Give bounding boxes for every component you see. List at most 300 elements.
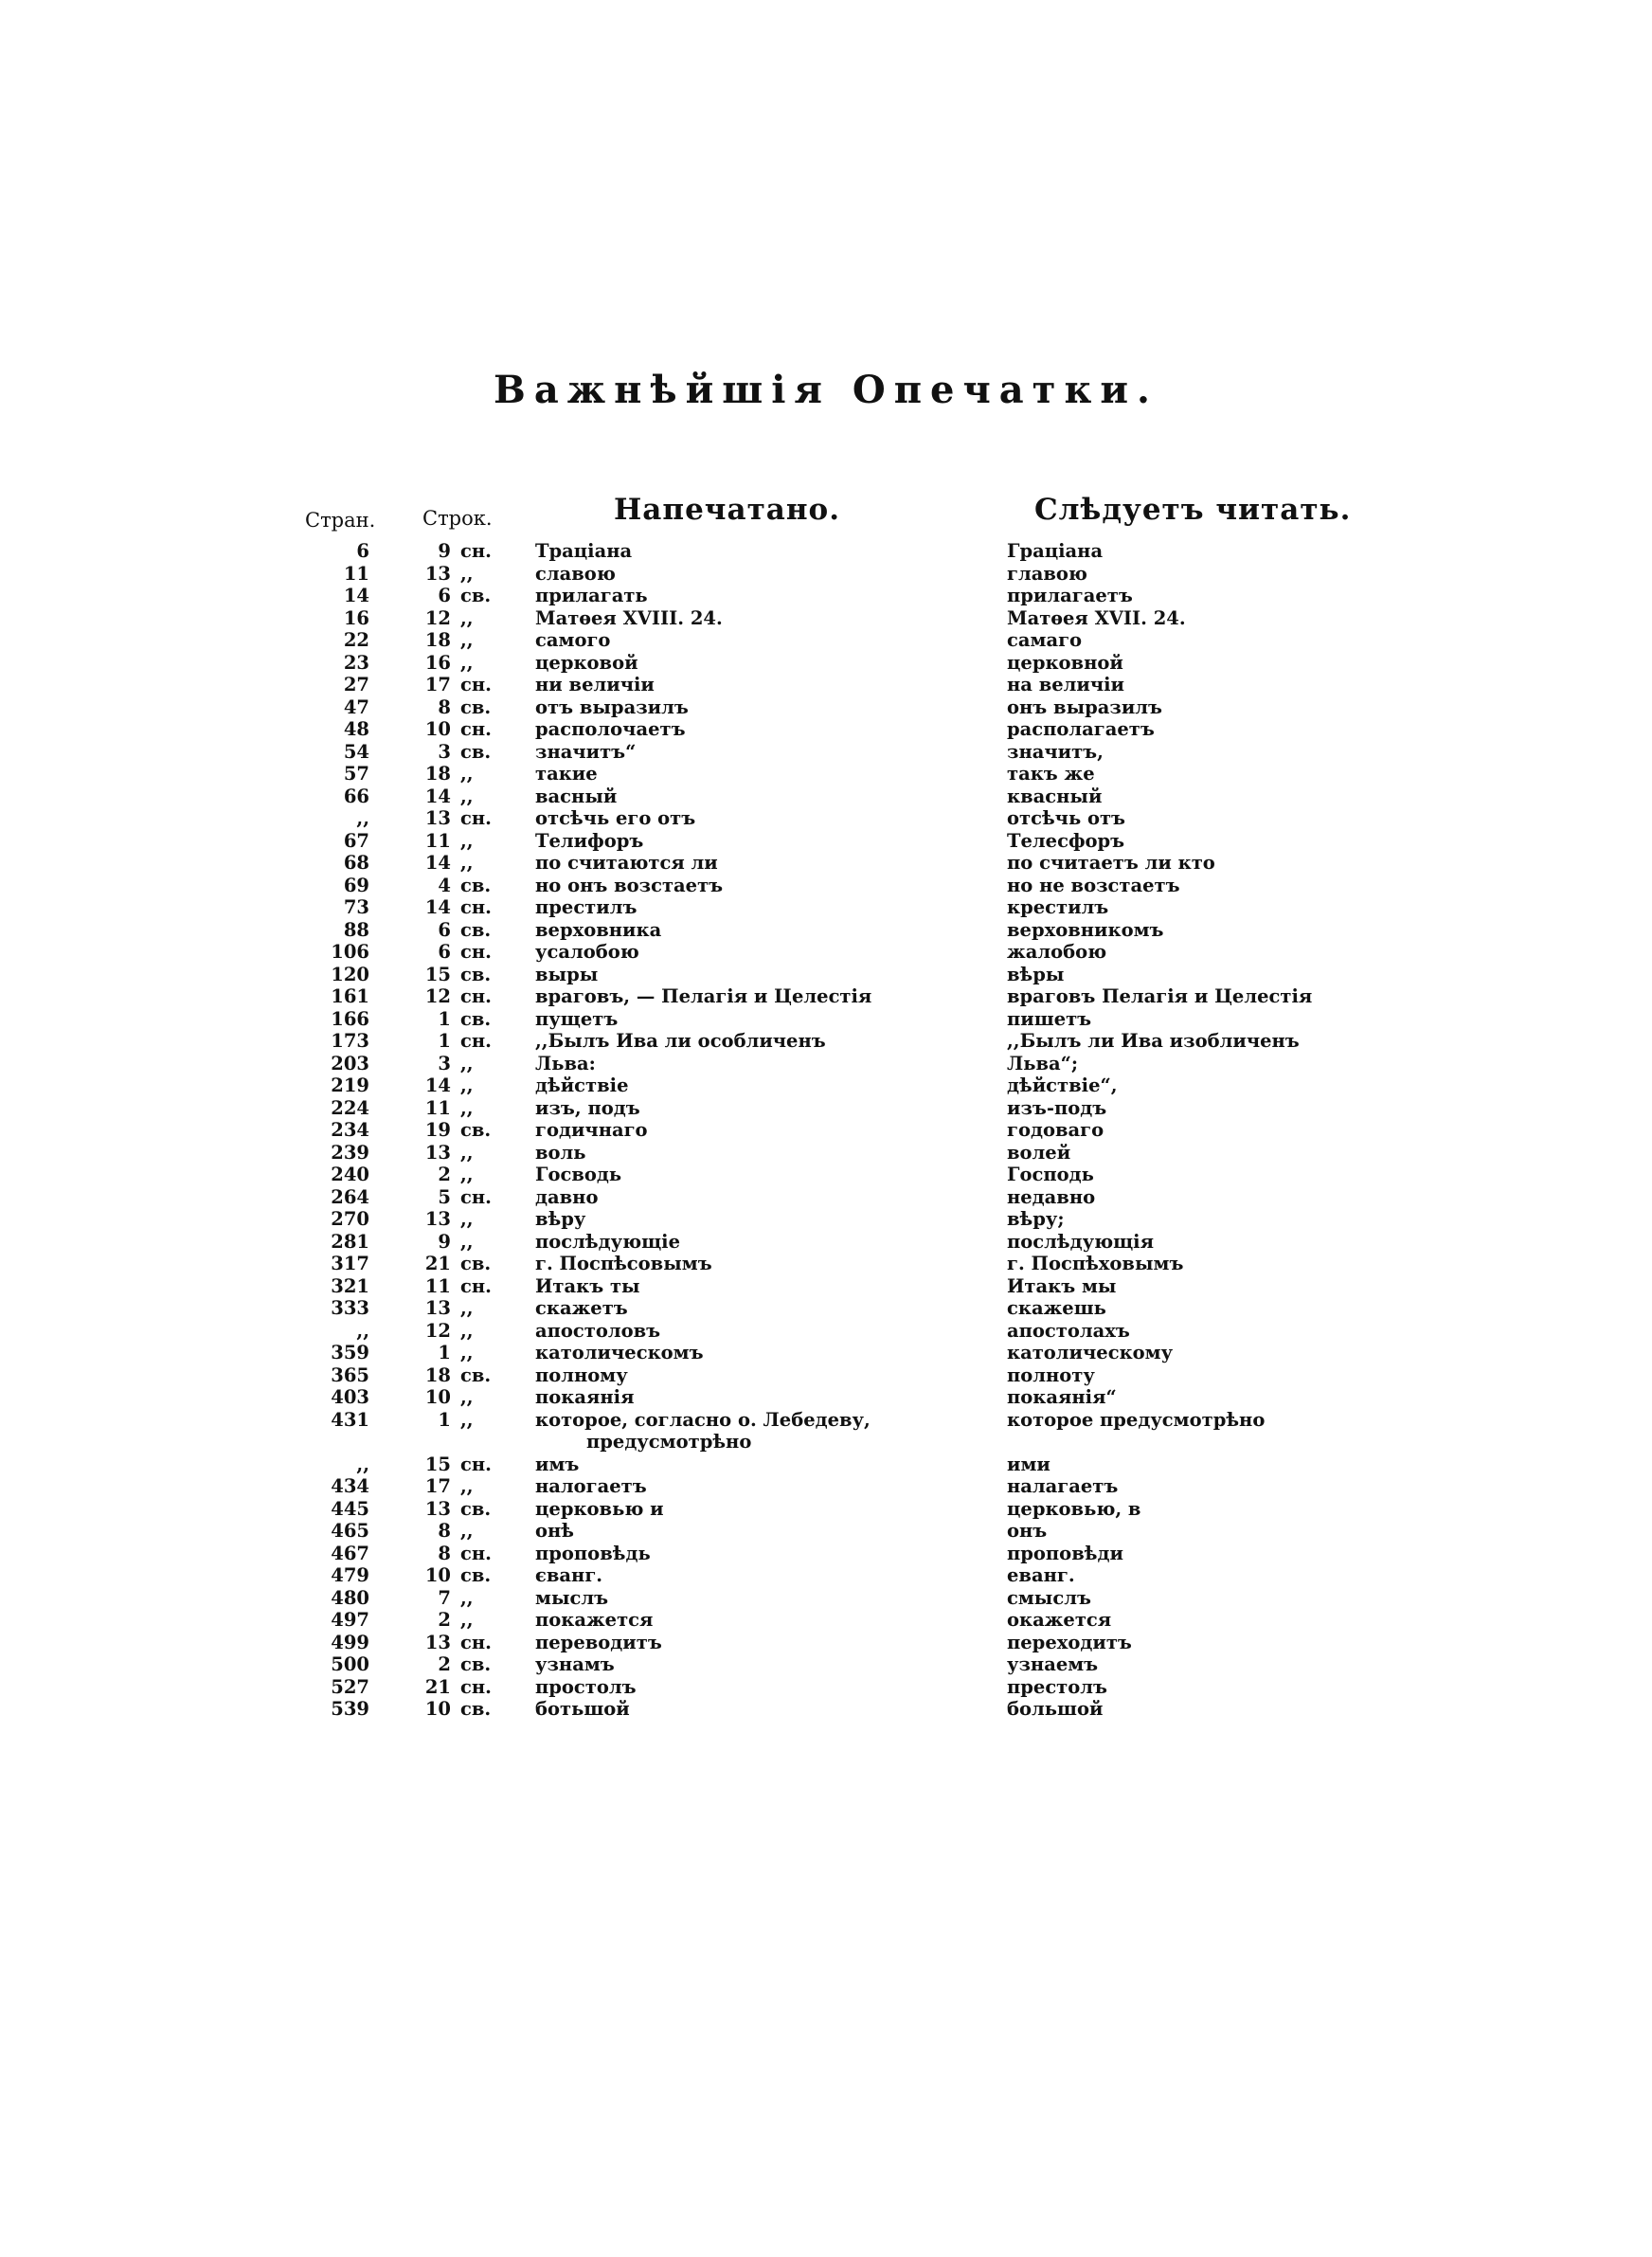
cell-line: 14: [424, 896, 451, 918]
cell-printed: [535, 1119, 990, 1142]
cell-line-direction: св.: [460, 695, 492, 718]
table-row: [0, 1475, 1652, 1498]
cell-should-read: окажется: [1007, 1609, 1112, 1631]
cell-should-read: вѣры: [1007, 963, 1065, 985]
cell-line-direction: ,,: [460, 629, 474, 651]
cell-line-direction: сн.: [460, 1542, 492, 1564]
cell-should-read: престолъ: [1007, 1675, 1107, 1698]
table-row: [0, 741, 1652, 764]
cell-page: 173: [331, 1030, 369, 1052]
cell-printed: [535, 652, 990, 675]
cell-printed: [535, 919, 990, 942]
table-row: [0, 1320, 1652, 1343]
cell-line: 6: [438, 918, 451, 941]
cell-page: 67: [343, 829, 369, 852]
table-row: [0, 985, 1652, 1008]
cell-page: 539: [331, 1698, 369, 1720]
cell-should-read: переходитъ: [1007, 1631, 1132, 1653]
table-row: [0, 1520, 1652, 1543]
cell-printed-text: значитъ“: [535, 740, 637, 763]
cell-printed-text: но онъ возстаетъ: [535, 874, 724, 896]
cell-line: 18: [424, 763, 451, 785]
cell-page: 120: [331, 963, 369, 985]
cell-printed: [535, 1498, 990, 1521]
cell-should-read: главою: [1007, 562, 1087, 585]
cell-line: 13: [424, 807, 451, 829]
table-row: [0, 1030, 1652, 1053]
cell-line: 6: [438, 941, 451, 963]
cell-should-read: по считаетъ ли кто: [1007, 852, 1215, 874]
header-page: Стран.: [305, 509, 376, 532]
header-should-read: Слѣдуетъ читать.: [1034, 493, 1352, 527]
table-row: [0, 1653, 1652, 1676]
cell-page: 6: [356, 540, 369, 562]
cell-line: 13: [424, 1297, 451, 1319]
header-line: Строк.: [422, 507, 493, 530]
cell-line: 3: [438, 740, 451, 763]
cell-printed-text: налогаетъ: [535, 1475, 647, 1497]
table-row: [0, 941, 1652, 964]
cell-printed-text: скажетъ: [535, 1297, 628, 1319]
table-row: [0, 696, 1652, 719]
cell-page: 14: [343, 585, 369, 606]
cell-printed: [535, 763, 990, 785]
cell-printed-text: верховника: [535, 918, 662, 941]
cell-printed-text: переводитъ: [535, 1631, 662, 1653]
header-printed: Напечатано.: [614, 493, 841, 527]
cell-line: 19: [424, 1119, 451, 1141]
table-row: [0, 1231, 1652, 1254]
cell-page: 403: [331, 1386, 369, 1408]
cell-should-read: квасный: [1007, 785, 1103, 807]
cell-printed-text: отъ выразилъ: [535, 695, 689, 718]
cell-printed-text: церковой: [535, 651, 638, 674]
cell-line-direction: ,,: [460, 562, 474, 585]
cell-line: 1: [438, 1030, 451, 1052]
cell-line-direction: св.: [460, 874, 492, 896]
cell-should-read: верховникомъ: [1007, 918, 1164, 941]
table-row: [0, 830, 1652, 853]
cell-should-read: волей: [1007, 1141, 1071, 1164]
table-row: [0, 1698, 1652, 1721]
cell-printed-text: васный: [535, 785, 618, 807]
cell-printed: [535, 1543, 990, 1565]
cell-line-direction: ,,: [460, 1208, 474, 1230]
cell-line: 14: [424, 852, 451, 874]
cell-printed: [535, 1053, 990, 1075]
table-row: [0, 1097, 1652, 1120]
cell-line-direction: сн.: [460, 1274, 492, 1297]
cell-line-direction: ,,: [460, 785, 474, 807]
cell-printed: [535, 830, 990, 853]
cell-line-direction: сн.: [460, 1675, 492, 1698]
cell-printed: [535, 852, 990, 875]
cell-printed: [535, 1520, 990, 1543]
cell-page: 317: [331, 1253, 369, 1274]
cell-should-read: церковной: [1007, 651, 1123, 674]
cell-line-direction: св.: [460, 1497, 492, 1520]
cell-printed: [535, 1475, 990, 1498]
cell-line: 17: [424, 1475, 451, 1497]
cell-should-read: самаго: [1007, 629, 1083, 651]
cell-line-direction: сн.: [460, 896, 492, 918]
table-row: [0, 1676, 1652, 1699]
cell-printed-text: которое, согласно о. Лебедеву,: [535, 1408, 871, 1431]
errata-table: [0, 540, 1652, 1721]
cell-line: 10: [424, 1698, 451, 1720]
cell-line-direction: сн.: [460, 1185, 492, 1208]
cell-line: 21: [424, 1253, 451, 1274]
cell-printed-text: по считаются ли: [535, 852, 718, 874]
cell-line-direction: св.: [460, 918, 492, 941]
cell-printed-text: Госводь: [535, 1164, 622, 1185]
cell-printed-text: изъ, подъ: [535, 1096, 640, 1119]
table-row: [0, 1119, 1652, 1142]
cell-line-direction: ,,: [460, 763, 474, 785]
cell-page: 11: [343, 562, 369, 585]
cell-printed: [535, 1164, 990, 1186]
table-row: [0, 629, 1652, 652]
cell-page: 16: [343, 606, 369, 629]
cell-printed-text: вѣру: [535, 1208, 586, 1230]
cell-line-direction: ,,: [460, 1074, 474, 1096]
table-row: [0, 1609, 1652, 1632]
cell-line: 7: [438, 1586, 451, 1609]
cell-line: 11: [424, 1274, 451, 1297]
cell-line: 9: [438, 540, 451, 562]
cell-printed-text: ботьшой: [535, 1698, 630, 1720]
cell-should-read: прилагаетъ: [1007, 585, 1133, 606]
cell-page: 240: [331, 1164, 369, 1185]
cell-should-read: апостолахъ: [1007, 1319, 1130, 1342]
cell-line-direction: ,,: [460, 1609, 474, 1631]
cell-printed: [535, 1698, 990, 1721]
cell-should-read: узнаемъ: [1007, 1653, 1099, 1675]
cell-page: 69: [343, 874, 369, 896]
cell-printed: [535, 741, 990, 764]
cell-line-direction: св.: [460, 1007, 492, 1030]
cell-printed: [535, 629, 990, 652]
cell-printed-text: полному: [535, 1363, 628, 1386]
cell-should-read: которое предусмотрѣно: [1007, 1408, 1266, 1431]
cell-page: 68: [343, 852, 369, 874]
cell-page: 234: [331, 1119, 369, 1141]
cell-should-read: Льва“;: [1007, 1052, 1079, 1074]
cell-printed: [535, 1231, 990, 1254]
table-row: [0, 1454, 1652, 1476]
cell-page: 359: [331, 1342, 369, 1363]
cell-should-read: крестилъ: [1007, 896, 1109, 918]
cell-line: 21: [424, 1675, 451, 1698]
cell-printed-text: католическомъ: [535, 1342, 704, 1363]
cell-line-direction: ,,: [460, 1319, 474, 1342]
cell-line-direction: св.: [460, 585, 492, 606]
cell-line-direction: св.: [460, 963, 492, 985]
cell-printed: [535, 1632, 990, 1654]
cell-printed: [535, 1008, 990, 1031]
cell-line-direction: сн.: [460, 985, 492, 1007]
cell-page: 467: [331, 1542, 369, 1564]
cell-printed: [535, 585, 990, 607]
cell-line-direction: св.: [460, 740, 492, 763]
cell-printed-text: выры: [535, 963, 599, 985]
cell-page: 431: [331, 1408, 369, 1431]
cell-page: 73: [343, 896, 369, 918]
cell-line-direction: ,,: [460, 1096, 474, 1119]
cell-page: 239: [331, 1141, 369, 1164]
cell-page: 23: [343, 651, 369, 674]
cell-printed: [535, 1609, 990, 1632]
cell-printed-continuation: предусмотрѣно: [586, 1431, 752, 1453]
cell-printed: [535, 1097, 990, 1120]
cell-line: 8: [438, 695, 451, 718]
table-row: [0, 1053, 1652, 1075]
cell-line-direction: ,,: [460, 1475, 474, 1497]
cell-line-direction: ,,: [460, 651, 474, 674]
cell-line-direction: св.: [460, 1564, 492, 1586]
cell-page: ,,: [356, 1319, 369, 1342]
cell-line: 2: [438, 1653, 451, 1675]
cell-should-read: Матѳея XVII. 24.: [1007, 606, 1186, 629]
cell-should-read: дѣйствіе“,: [1007, 1074, 1118, 1096]
cell-printed: [535, 785, 990, 808]
table-row: [0, 919, 1652, 942]
cell-should-read: ими: [1007, 1453, 1050, 1475]
cell-printed: [535, 1653, 990, 1676]
cell-page: 47: [343, 695, 369, 718]
cell-line-direction: ,,: [460, 852, 474, 874]
cell-should-read: покаянія“: [1007, 1386, 1117, 1408]
cell-line: 2: [438, 1609, 451, 1631]
cell-printed: [535, 896, 990, 919]
cell-should-read: изъ-подъ: [1007, 1096, 1107, 1119]
cell-printed: [535, 1275, 990, 1298]
page-title: Важнѣйшія Опечатки.: [494, 368, 1158, 412]
cell-line: 12: [424, 985, 451, 1007]
cell-line: 9: [438, 1230, 451, 1253]
cell-printed: [535, 1320, 990, 1343]
cell-line: 14: [424, 785, 451, 807]
cell-line-direction: ,,: [460, 829, 474, 852]
cell-line: 1: [438, 1342, 451, 1363]
cell-should-read: полноту: [1007, 1363, 1095, 1386]
table-row: [0, 896, 1652, 919]
cell-printed: [535, 1208, 990, 1231]
cell-page: 465: [331, 1520, 369, 1542]
cell-printed: [535, 1587, 990, 1610]
cell-page: 203: [331, 1052, 369, 1074]
cell-printed: [535, 718, 990, 741]
cell-printed-text: Траціана: [535, 540, 633, 562]
cell-line: 10: [424, 1386, 451, 1408]
table-row: [0, 1297, 1652, 1320]
cell-printed: [535, 1409, 990, 1454]
cell-page: 321: [331, 1274, 369, 1297]
cell-printed: [535, 1253, 990, 1275]
cell-printed: [535, 1142, 990, 1165]
cell-line: 11: [424, 1096, 451, 1119]
cell-line: 10: [424, 1564, 451, 1586]
cell-page: 333: [331, 1297, 369, 1319]
cell-printed: [535, 540, 990, 563]
table-row: [0, 1564, 1652, 1587]
cell-should-read: Господь: [1007, 1164, 1094, 1185]
cell-line-direction: ,,: [460, 1342, 474, 1363]
cell-printed: [535, 1454, 990, 1476]
cell-printed-text: годичнаго: [535, 1119, 648, 1141]
cell-printed: [535, 696, 990, 719]
cell-should-read: большой: [1007, 1698, 1104, 1720]
cell-printed-text: располочаетъ: [535, 718, 686, 740]
cell-should-read: вѣру;: [1007, 1208, 1065, 1230]
cell-printed-text: враговъ, — Пелагія и Целестія: [535, 985, 872, 1007]
cell-printed-text: покажется: [535, 1609, 654, 1631]
table-row: [0, 1632, 1652, 1654]
cell-line: 17: [424, 674, 451, 695]
cell-should-read: еванг.: [1007, 1564, 1075, 1586]
cell-printed: [535, 674, 990, 696]
cell-page: 497: [331, 1609, 369, 1631]
cell-page: ,,: [356, 1453, 369, 1475]
cell-should-read: проповѣди: [1007, 1542, 1123, 1564]
cell-printed-text: простолъ: [535, 1675, 637, 1698]
cell-should-read: налагаетъ: [1007, 1475, 1119, 1497]
cell-should-read: годоваго: [1007, 1119, 1104, 1141]
cell-printed-text: пущетъ: [535, 1007, 619, 1030]
cell-printed-text: самого: [535, 629, 611, 651]
cell-should-read: Итакъ мы: [1007, 1274, 1117, 1297]
table-row: [0, 1186, 1652, 1209]
cell-line: 15: [424, 963, 451, 985]
cell-line-direction: ,,: [460, 1297, 474, 1319]
cell-printed-text: Льва:: [535, 1052, 596, 1074]
cell-printed-text: Телифоръ: [535, 829, 644, 852]
cell-printed-text: такие: [535, 763, 598, 785]
cell-line: 18: [424, 1363, 451, 1386]
cell-should-read: Телесфоръ: [1007, 829, 1125, 852]
cell-printed-text: славою: [535, 562, 616, 585]
table-row: [0, 1386, 1652, 1409]
cell-printed-text: Итакъ ты: [535, 1274, 640, 1297]
cell-should-read: отсѣчь отъ: [1007, 807, 1126, 829]
table-row: [0, 563, 1652, 586]
cell-printed: [535, 807, 990, 830]
cell-line: 10: [424, 718, 451, 740]
cell-line: 12: [424, 606, 451, 629]
cell-page: 224: [331, 1096, 369, 1119]
cell-should-read: скажешь: [1007, 1297, 1106, 1319]
cell-printed-text: ни величіи: [535, 674, 655, 695]
cell-printed-text: Матѳея XVIII. 24.: [535, 606, 723, 629]
cell-line-direction: ,,: [460, 606, 474, 629]
cell-page: 434: [331, 1475, 369, 1497]
cell-line: 5: [438, 1185, 451, 1208]
cell-printed: [535, 875, 990, 897]
cell-should-read: жалобою: [1007, 941, 1107, 963]
table-row: [0, 964, 1652, 986]
cell-printed-text: проповѣдь: [535, 1542, 651, 1564]
cell-printed: [535, 941, 990, 964]
cell-printed-text: покаянія: [535, 1386, 635, 1408]
cell-printed-text: послѣдующіе: [535, 1230, 681, 1253]
cell-line: 8: [438, 1542, 451, 1564]
cell-page: 281: [331, 1230, 369, 1253]
cell-should-read: послѣдующія: [1007, 1230, 1155, 1253]
cell-line: 8: [438, 1520, 451, 1542]
cell-should-read: недавно: [1007, 1185, 1096, 1208]
table-row: [0, 1142, 1652, 1165]
cell-should-read: пишетъ: [1007, 1007, 1092, 1030]
cell-printed: [535, 1074, 990, 1097]
cell-line-direction: ,,: [460, 1052, 474, 1074]
cell-line: 11: [424, 829, 451, 852]
table-row: [0, 1587, 1652, 1610]
cell-line-direction: св.: [460, 1119, 492, 1141]
cell-page: 22: [343, 629, 369, 651]
cell-page: 445: [331, 1497, 369, 1520]
table-row: [0, 807, 1652, 830]
cell-line-direction: сн.: [460, 1453, 492, 1475]
table-row: [0, 763, 1652, 785]
cell-page: 106: [331, 941, 369, 963]
cell-line-direction: ,,: [460, 1164, 474, 1185]
cell-line: 6: [438, 585, 451, 606]
cell-line: 13: [424, 1208, 451, 1230]
cell-page: 48: [343, 718, 369, 740]
cell-line-direction: ,,: [460, 1408, 474, 1431]
cell-line-direction: ,,: [460, 1586, 474, 1609]
table-row: [0, 540, 1652, 563]
cell-printed-text: єванг.: [535, 1564, 603, 1586]
cell-line-direction: св.: [460, 1363, 492, 1386]
cell-printed-text: ,,Былъ Ива ли особличенъ: [535, 1030, 826, 1052]
cell-page: 270: [331, 1208, 369, 1230]
cell-should-read: онъ выразилъ: [1007, 695, 1163, 718]
cell-printed-text: апостоловъ: [535, 1319, 661, 1342]
table-row: [0, 785, 1652, 808]
table-row: [0, 1364, 1652, 1387]
cell-printed: [535, 1676, 990, 1699]
cell-line-direction: сн.: [460, 941, 492, 963]
cell-printed: [535, 1186, 990, 1209]
cell-page: 479: [331, 1564, 369, 1586]
cell-should-read: враговъ Пелагія и Целестія: [1007, 985, 1313, 1007]
cell-line: 13: [424, 1141, 451, 1164]
table-row: [0, 1409, 1652, 1454]
cell-line-direction: ,,: [460, 1141, 474, 1164]
cell-printed-text: давно: [535, 1185, 599, 1208]
cell-line: 14: [424, 1074, 451, 1096]
cell-printed: [535, 1030, 990, 1053]
cell-line-direction: сн.: [460, 540, 492, 562]
cell-page: 161: [331, 985, 369, 1007]
cell-printed-text: г. Поспѣсовымъ: [535, 1253, 712, 1274]
cell-line-direction: сн.: [460, 1030, 492, 1052]
cell-printed: [535, 964, 990, 986]
cell-printed-text: имъ: [535, 1453, 580, 1475]
cell-line-direction: ,,: [460, 1520, 474, 1542]
cell-printed-text: мыслъ: [535, 1586, 609, 1609]
cell-printed: [535, 1364, 990, 1387]
cell-page: ,,: [356, 807, 369, 829]
cell-page: 500: [331, 1653, 369, 1675]
cell-page: 57: [343, 763, 369, 785]
cell-line: 13: [424, 1497, 451, 1520]
cell-line: 12: [424, 1319, 451, 1342]
cell-should-read: ,,Былъ ли Ива изобличенъ: [1007, 1030, 1300, 1052]
cell-should-read: значитъ,: [1007, 740, 1104, 763]
cell-printed-text: церковью и: [535, 1497, 664, 1520]
